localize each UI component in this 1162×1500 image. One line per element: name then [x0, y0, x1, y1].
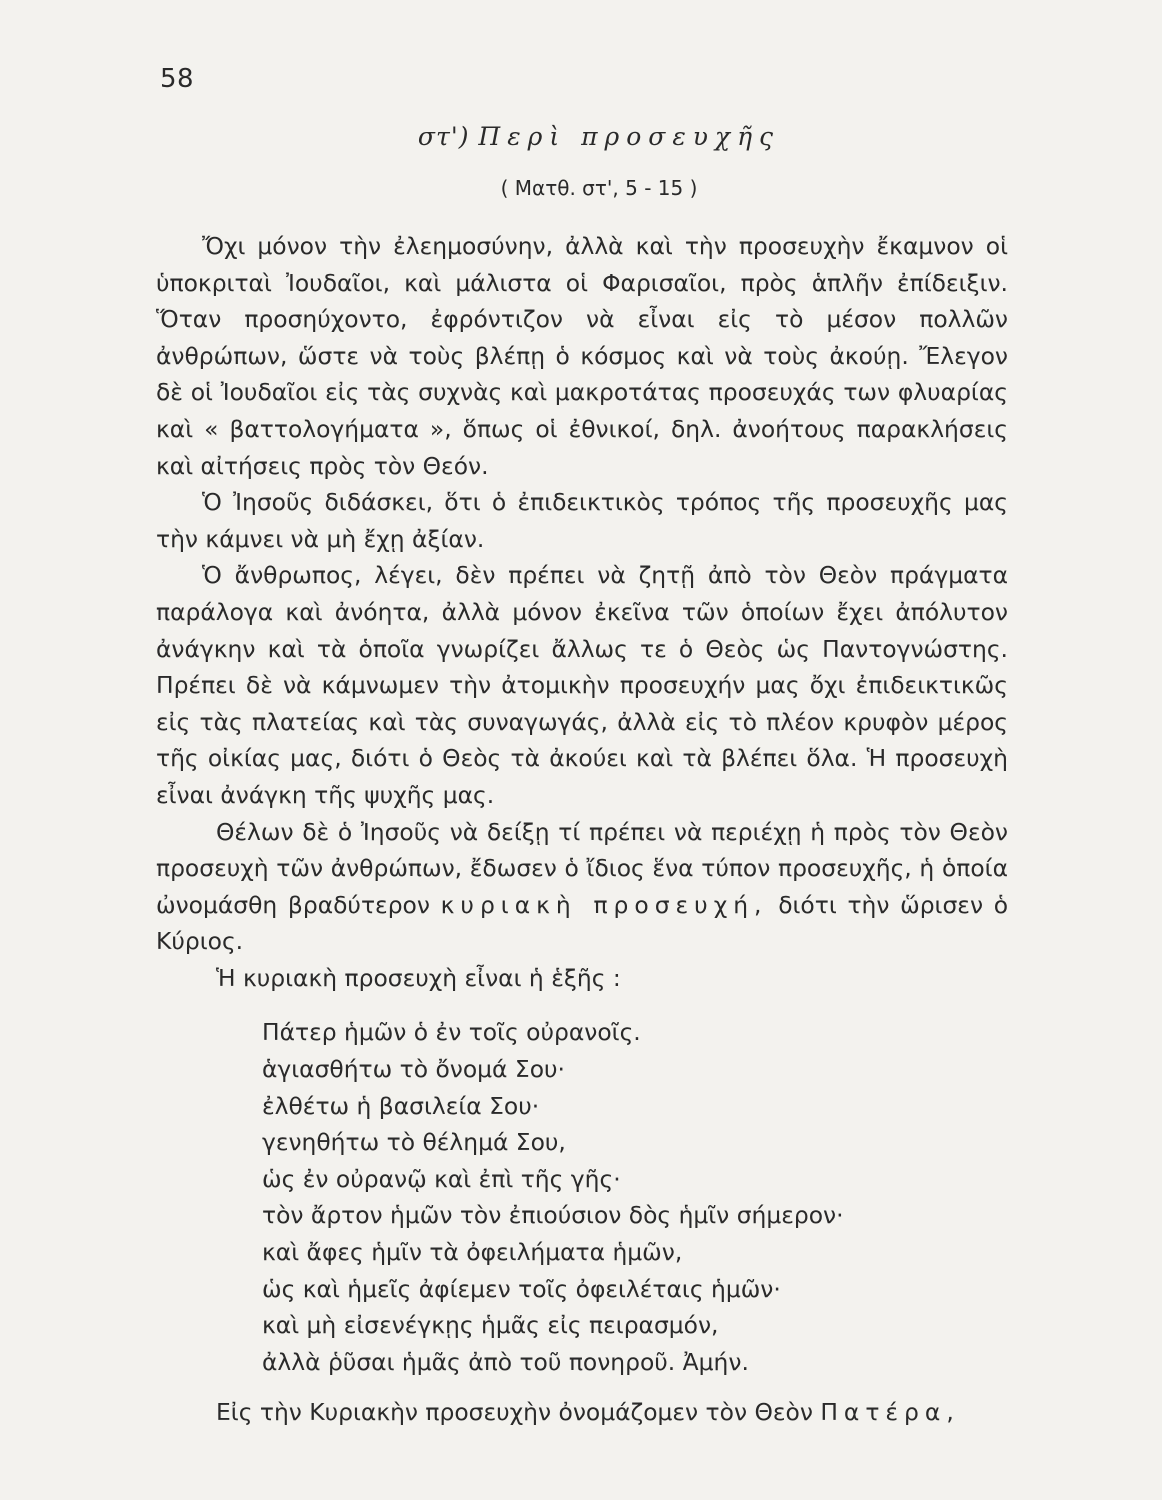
prayer-line: Πάτερ ἡμῶν ὁ ἐν τοῖς οὐρανοῖς.: [262, 1018, 641, 1047]
prayer-line: καὶ ἄφες ἡμῖν τὰ ὀφειλήματα ἡμῶν,: [262, 1238, 683, 1267]
prayer-line: καὶ μὴ εἰσενέγκῃς ἡμᾶς εἰς πειρασμόν,: [262, 1311, 719, 1340]
section-title: [0, 122, 1162, 151]
section-title-main: Περὶ προσευχῆς: [478, 122, 781, 151]
prayer-line: ὡς καὶ ἡμεῖς ἀφίεμεν τοῖς ὀφειλέταις ἡμῶν·: [262, 1274, 781, 1303]
prayer-intro: Ἡ κυριακὴ προσευχὴ εἶναι ἡ ἑξῆς :: [216, 963, 621, 992]
closing-line-emphasis: Πατέρα,: [820, 1398, 960, 1427]
page-number: 58: [160, 64, 195, 94]
prayer-line: ἁγιασθήτω τὸ ὄνομά Σου·: [262, 1055, 565, 1084]
section-title-prefix: στ'): [417, 122, 470, 151]
paragraph-4-emphasis: κυριακὴ προσευχή,: [440, 890, 768, 919]
paragraph-4-end: διότι τὴν ὥρισεν ὁ Κύριος.: [156, 890, 1009, 956]
scripture-reference: ( Ματθ. στ', 5 - 15 ): [500, 176, 698, 200]
closing-line-text: Εἰς τὴν Κυριακὴν προσευχὴν ὀνομάζομεν τὸν Θεὸν: [216, 1398, 813, 1427]
paragraph-4-text: Θέλων δὲ ὁ Ἰησοῦς νὰ δείξῃ τί πρέπει νὰ περιέχῃ ἡ πρὸς τὸν Θεὸν προσευχὴ τῶν ἀνθρώπων, ἔδωσεν ὁ ἴδιος ἕνα τύπον προσευχῆς, ἡ ὁποία ὠνομάσθη βραδύτερον: [156, 817, 1008, 919]
closing-line: [156, 1394, 1008, 1431]
prayer-line: τὸν ἄρτον ἡμῶν τὸν ἐπιούσιον δὸς ἡμῖν σήμερον·: [262, 1201, 844, 1230]
paragraph-4: [156, 814, 1008, 960]
prayer-line: ἐλθέτω ἡ βασιλεία Σου·: [262, 1091, 540, 1120]
lords-prayer: [262, 1014, 1008, 1380]
paragraph-1: Ὄχι μόνον τὴν ἐλεημοσύνην, ἀλλὰ καὶ τὴν προσευχὴν ἔκαμνον οἱ ὑποκριταὶ Ἰουδαῖοι, καὶ μάλιστα οἱ Φαρισαῖοι, πρὸς ἁπλῆν ἐπίδειξιν. Ὅταν προσηύχοντο, ἐφρόντιζον νὰ εἶναι εἰς τὸ μέσον πολλῶν ἀνθρώπων, ὥστε νὰ τοὺς βλέπῃ ὁ κόσμος καὶ νὰ τοὺς ἀκούῃ. Ἔλεγον δὲ οἱ Ἰουδαῖοι εἰς τὰς συχνὰς καὶ μακροτάτας προσευχάς των φλυαρίας καὶ « βαττολογήματα », ὅπως οἱ ἐθνικοί, δηλ. ἀνοήτους παρακλήσεις καὶ αἰτήσεις πρὸς τὸν Θεόν.: [156, 232, 1008, 480]
body-text: [156, 228, 1008, 1431]
prayer-line: ὡς ἐν οὐρανῷ καὶ ἐπὶ τῆς γῆς·: [262, 1164, 621, 1193]
prayer-line: γενηθήτω τὸ θέλημά Σου,: [262, 1128, 566, 1157]
paragraph-3: Ὁ ἄνθρωπος, λέγει, δὲν πρέπει νὰ ζητῇ ἀπὸ τὸν Θεὸν πράγματα παράλογα καὶ ἀνόητα, ἀλλὰ μόνον ἐκεῖνα τῶν ὁποίων ἔχει ἀπόλυτον ἀνάγκην καὶ τὰ ὁποῖα γνωρίζει ἄλλως τε ὁ Θεὸς ὡς Παντογνώστης. Πρέπει δὲ νὰ κάμνωμεν τὴν ἀτομικὴν προσευχήν μας ὄχι ἐπιδεικτικῶς εἰς τὰς πλατείας καὶ τὰς συναγωγάς, ἀλλὰ εἰς τὸ πλέον κρυφὸν μέρος τῆς οἰκίας μας, διότι ὁ Θεὸς τὰ ἀκούει καὶ τὰ βλέπει ὅλα. Ἡ προσευχὴ εἶναι ἀνάγκη τῆς ψυχῆς μας.: [156, 561, 1008, 809]
paragraph-2: Ὁ Ἰησοῦς διδάσκει, ὅτι ὁ ἐπιδεικτικὸς τρόπος τῆς προσευχῆς μας τὴν κάμνει νὰ μὴ ἔχῃ ἀξίαν.: [156, 488, 1008, 553]
prayer-line: ἀλλὰ ῥῦσαι ἡμᾶς ἀπὸ τοῦ πονηροῦ. Ἀμήν.: [262, 1347, 749, 1376]
